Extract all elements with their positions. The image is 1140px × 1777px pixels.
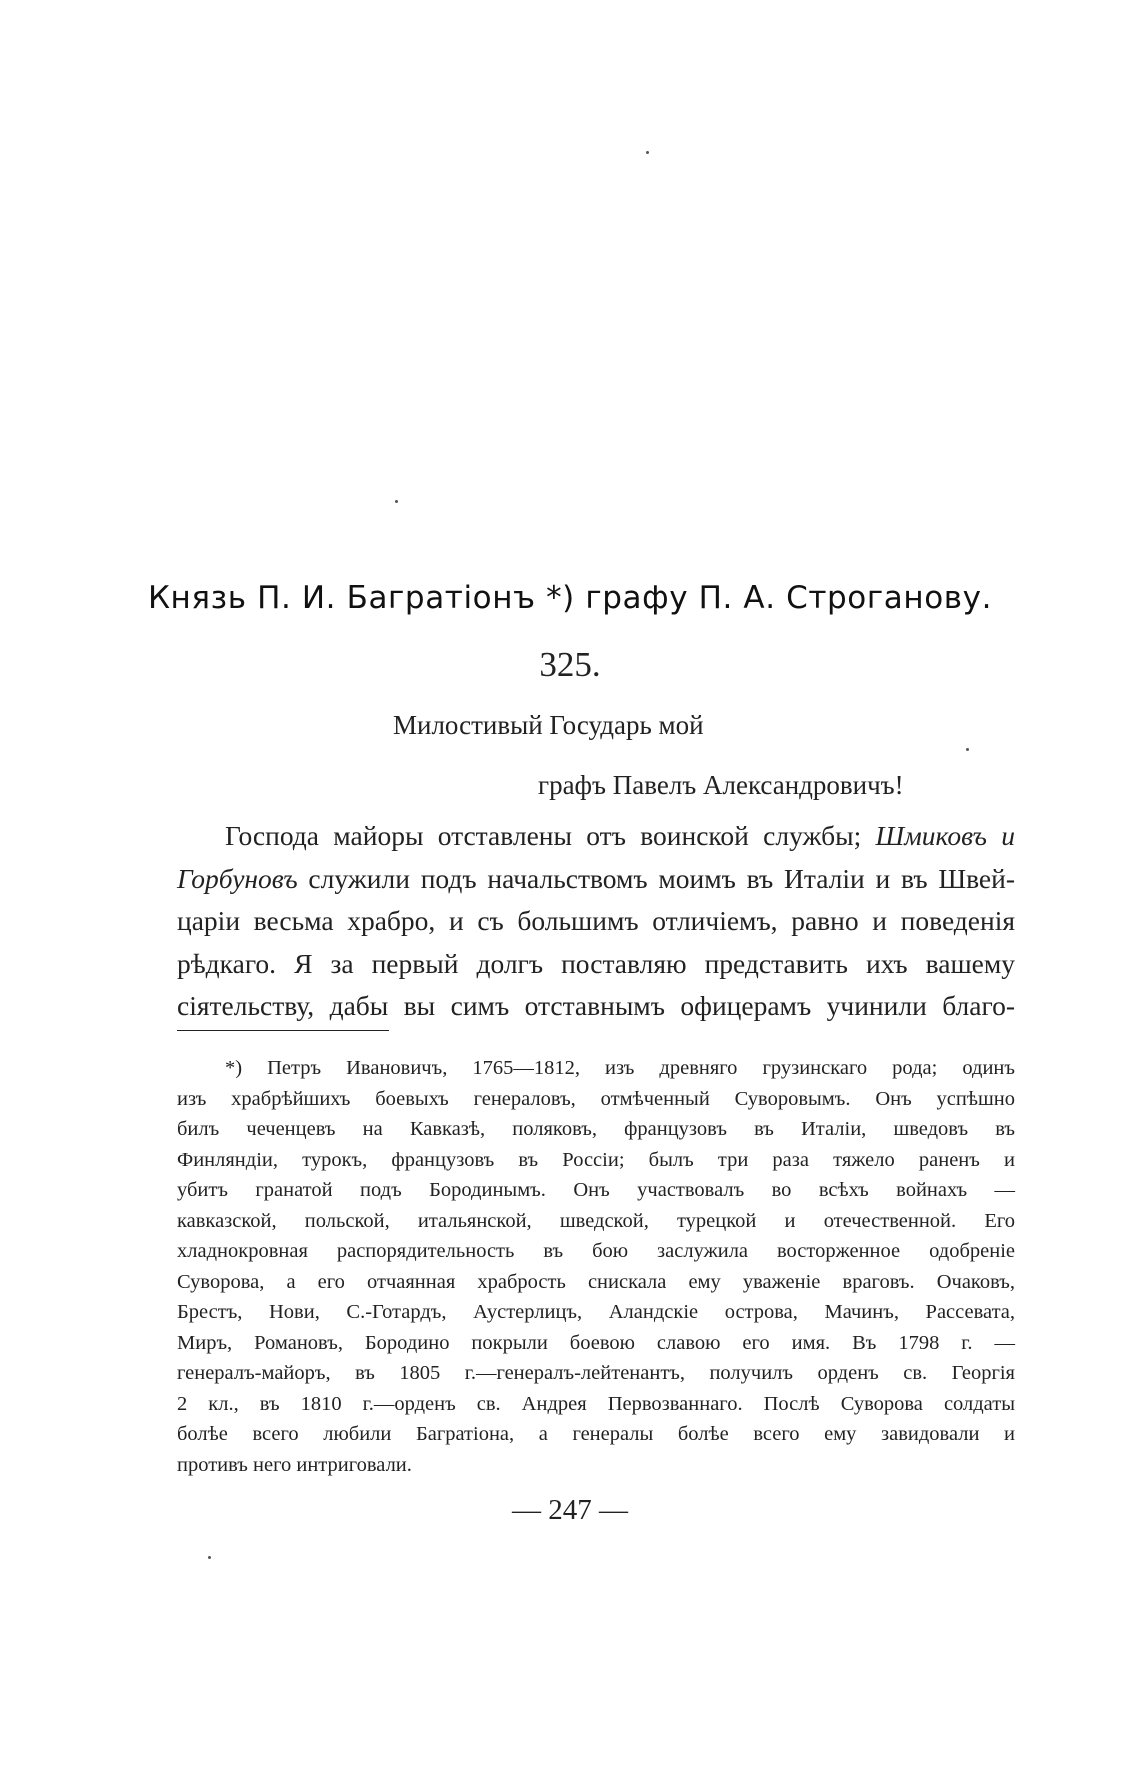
body-line: царіи весьма храбро, и съ большимъ отличіемъ, равно и поведенія: [177, 905, 1015, 936]
body-italic-name: Горбуновъ: [177, 862, 298, 894]
body-line: [177, 858, 1015, 901]
footnote-line: генералъ-майоръ, въ 1805 г.—генералъ-лейтенантъ, получилъ орденъ св. Георгія: [177, 1362, 1015, 1384]
footnote-line: кавказской, польской, итальянской, шведской, турецкой и отечественной. Его: [177, 1209, 1015, 1232]
footnote: [177, 1053, 1015, 1480]
salutation-line-2: графъ Павелъ Александровичъ!: [538, 770, 904, 800]
print-speck: [966, 748, 969, 751]
footnote-line: противъ него интриговали.: [177, 1453, 412, 1476]
footnote-line: убитъ гранатой подъ Бородинымъ. Онъ участвовалъ во всѣхъ войнахъ —: [177, 1179, 1015, 1201]
body-line: [177, 815, 1015, 858]
print-speck: [646, 151, 649, 154]
page-number: — 247 —: [512, 1494, 628, 1526]
salutation-line-1: Милостивый Государь мой: [393, 710, 704, 740]
body-italic-name: Шмиковъ и: [875, 820, 1015, 851]
footnote-line: изъ храбрѣйшихъ боевыхъ генераловъ, отмѣченный Суворовымъ. Онъ успѣшно: [177, 1087, 1015, 1110]
letter-number: 325.: [539, 645, 601, 684]
footnote-line: Миръ, Романовъ, Бородино покрыли боевою славою его имя. Въ 1798 г. —: [177, 1331, 1015, 1354]
print-speck: [395, 500, 398, 503]
footnote-divider: [177, 1030, 389, 1031]
body-line: рѣдкаго. Я за первый долгъ поставляю представить ихъ вашему: [177, 947, 1015, 979]
footnote-line: *) Петръ Ивановичъ, 1765—1812, изъ древняго грузинскаго рода; одинъ: [225, 1057, 1015, 1079]
body-text-run: Господа майоры отставлены отъ воинской службы;: [225, 820, 876, 851]
letter-body: [177, 815, 1015, 1028]
print-speck: [208, 1556, 211, 1559]
letter-heading: Князь П. И. Багратіонъ *) графу П. А. Строганову.: [147, 580, 993, 616]
footnote-line: билъ чеченцевъ на Кавказѣ, поляковъ, французовъ въ Италіи, шведовъ въ: [177, 1118, 1015, 1140]
footnote-line: 2 кл., въ 1810 г.—орденъ св. Андрея Первозваннаго. Послѣ Суворова солдаты: [177, 1392, 1015, 1415]
body-text-run: служили подъ начальствомъ моимъ въ Италіи и въ Швей-: [297, 862, 1015, 894]
body-line: сіятельству, дабы вы симъ отставнымъ офицерамъ учинили благо-: [177, 990, 1015, 1021]
footnote-line: Финляндіи, турокъ, французовъ въ Россіи; былъ три раза тяжело раненъ и: [177, 1148, 1015, 1171]
footnote-line: болѣе всего любили Багратіона, а генералы болѣе всего ему завидовали и: [177, 1423, 1015, 1445]
footnote-line: Брестъ, Нови, С.-Готардъ, Аустерлицъ, Аландскіе острова, Мачинъ, Рассевата,: [177, 1301, 1015, 1323]
footnote-line: Суворова, а его отчаянная храбрость снискала ему уваженіе враговъ. Очаковъ,: [177, 1270, 1015, 1293]
footnote-line: хладнокровная распорядительность въ бою заслужила восторженное одобреніе: [177, 1240, 1015, 1262]
